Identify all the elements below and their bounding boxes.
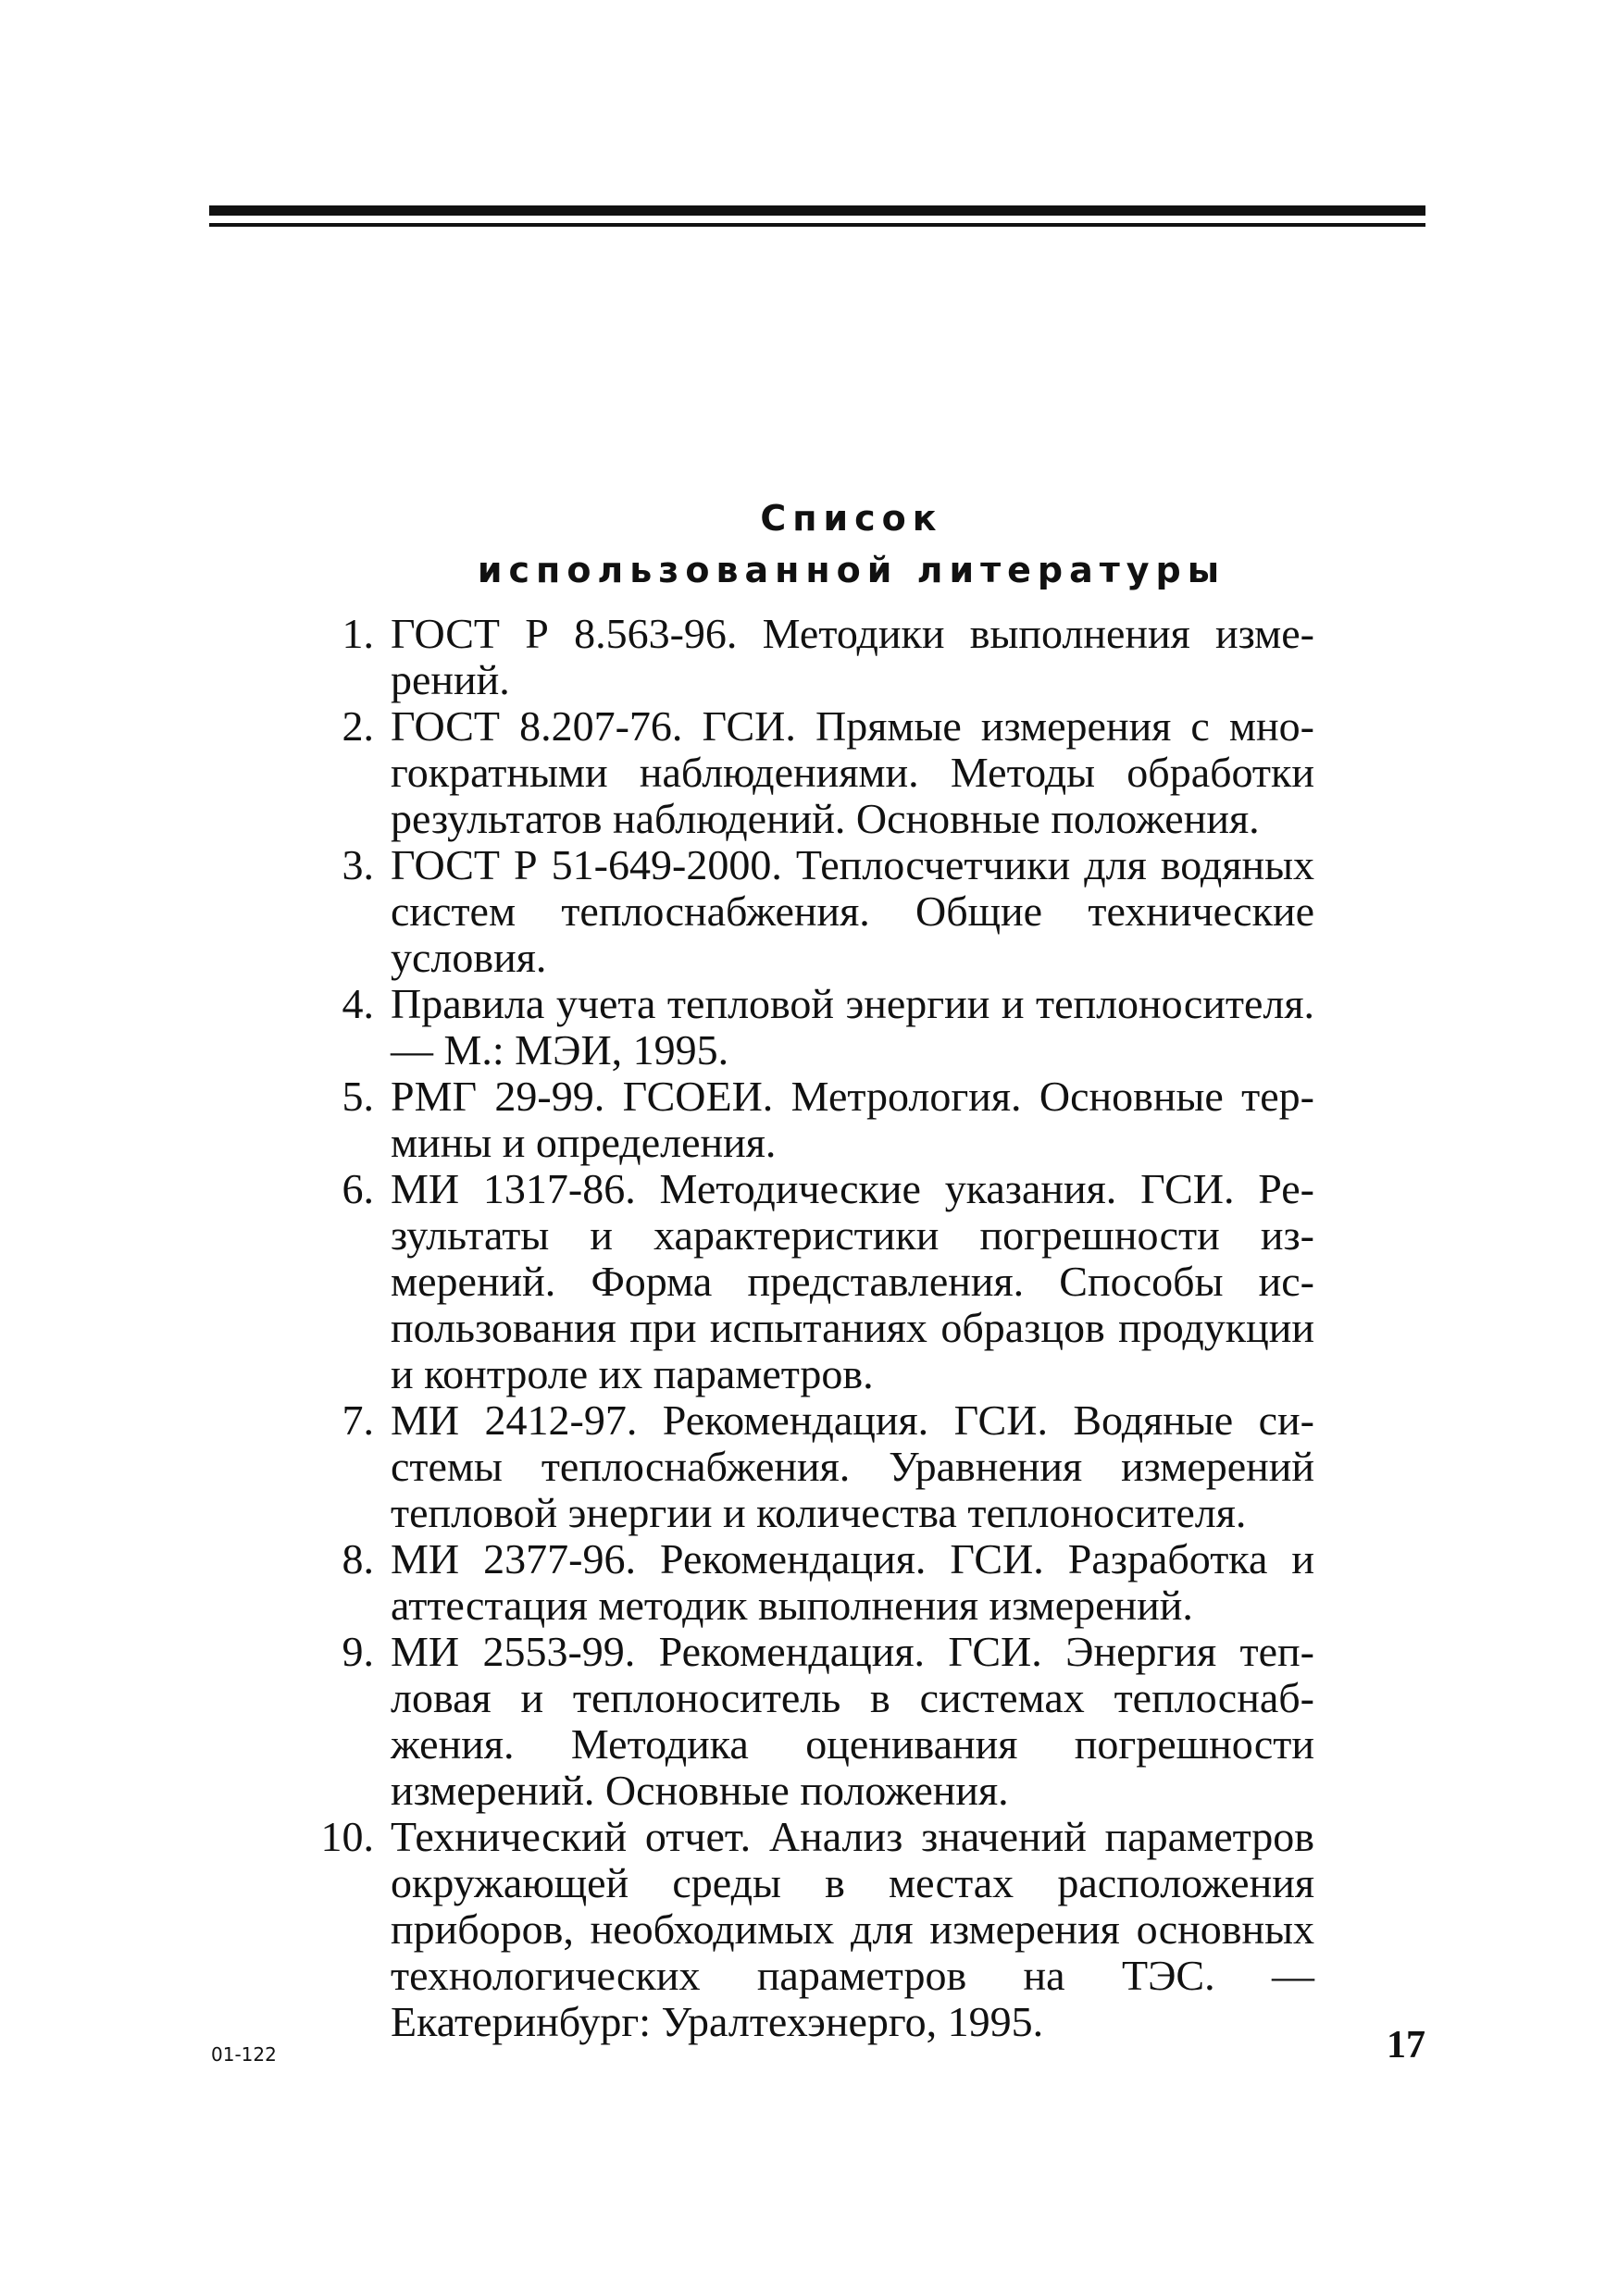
reference-text: МИ 2412-97. Рекомендация. ГСИ. Водяные системы теплоснабжения. Уравнения измерений тепловой энергии и количества теплоносителя.	[391, 1396, 1314, 1536]
reference-number: 8.	[342, 1535, 374, 1582]
reference-number: 10.	[320, 1813, 374, 1860]
reference-item	[305, 1397, 1314, 1536]
reference-item	[305, 1814, 1314, 2045]
reference-number: 2.	[342, 702, 374, 750]
header-rule-thin	[209, 223, 1425, 227]
reference-number: 4.	[342, 980, 374, 1027]
document-code: 01-122	[211, 2043, 277, 2066]
reference-item	[305, 1074, 1314, 1166]
reference-number: 9.	[342, 1628, 374, 1675]
reference-text: Технический отчет. Анализ значений параметров окружающей среды в местах расположения приборов, необходимых для измерения основных технологических параметров на ТЭС. — Екатеринбург: Уралтехэнерго, 1995.	[391, 1813, 1314, 2045]
reference-item	[305, 1166, 1314, 1397]
reference-item	[305, 1629, 1314, 1814]
reference-item	[305, 611, 1314, 703]
reference-item	[305, 842, 1314, 981]
reference-text: РМГ 29-99. ГСОЕИ. Метрология. Основные термины и определения.	[391, 1073, 1314, 1166]
reference-number: 3.	[342, 841, 374, 888]
reference-text: ГОСТ Р 51-649-2000. Теплосчетчики для водяных систем теплоснабжения. Общие технические условия.	[391, 841, 1314, 981]
reference-text: МИ 1317-86. Методические указания. ГСИ. Результаты и характеристики погрешности измерений. Форма представления. Способы использования при испытаниях образцов продукции и контроле их параметров.	[391, 1165, 1314, 1397]
reference-number: 1.	[342, 610, 374, 657]
reference-item	[305, 981, 1314, 1074]
reference-text: ГОСТ 8.207-76. ГСИ. Прямые измерения с многократными наблюдениями. Методы обработки результатов наблюдений. Основные положения.	[391, 702, 1314, 842]
reference-item	[305, 703, 1314, 842]
section-heading	[389, 492, 1314, 596]
header-rule-thick	[209, 205, 1425, 216]
reference-text: Правила учета тепловой энергии и теплоносителя. — М.: МЭИ, 1995.	[391, 980, 1314, 1074]
reference-item	[305, 1536, 1314, 1629]
heading-line-2: использованной литературы	[477, 550, 1226, 590]
reference-text: МИ 2553-99. Рекомендация. ГСИ. Энергия тепловая и теплоноситель в системах теплоснабжения. Методика оценивания погрешности измерений. Основные положения.	[391, 1628, 1314, 1814]
reference-list	[305, 611, 1314, 2045]
reference-number: 5.	[342, 1073, 374, 1120]
reference-text: ГОСТ Р 8.563-96. Методики выполнения измерений.	[391, 610, 1314, 703]
reference-text: МИ 2377-96. Рекомендация. ГСИ. Разработка и аттестация методик выполнения измерений.	[391, 1535, 1314, 1629]
reference-number: 7.	[342, 1396, 374, 1444]
heading-line-1: Список	[760, 498, 943, 539]
reference-number: 6.	[342, 1165, 374, 1212]
page-number: 17	[1387, 2024, 1425, 2066]
